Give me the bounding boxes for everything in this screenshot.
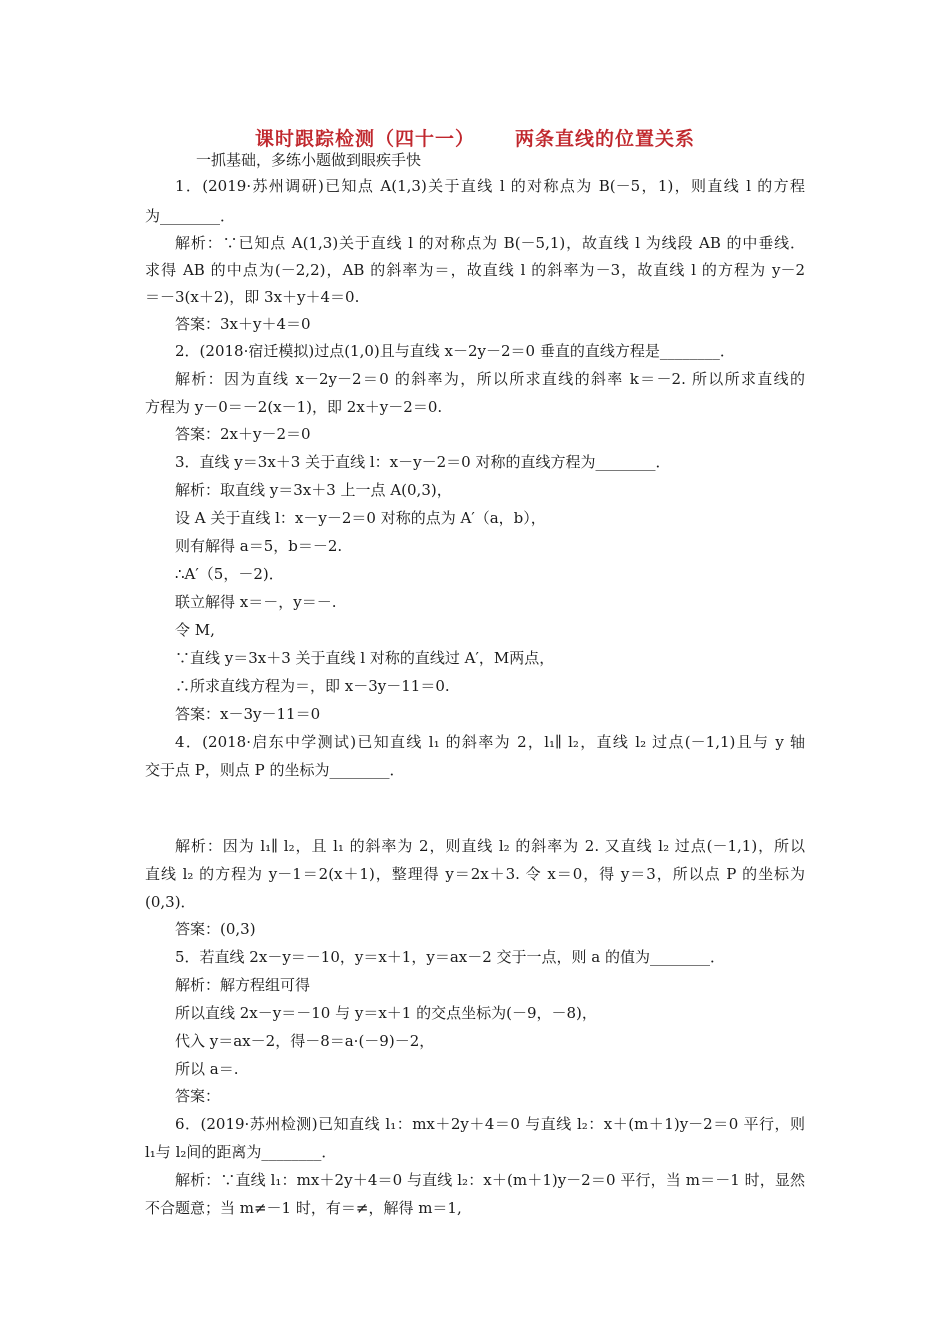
- text-line: 解析：因为 l₁∥ l₂，且 l₁ 的斜率为 2，则直线 l₂ 的斜率为 2. 又直线 l₂ 过点(－1,1)，所以: [175, 837, 805, 855]
- text-line: 求得 AB 的中点为(－2,2)，AB 的斜率为＝，故直线 l 的斜率为－3，故直线 l 的方程为 y－2: [145, 261, 805, 279]
- text-line: 方程为 y－0＝－2(x－1)，即 2x＋y－2＝0.: [145, 398, 443, 416]
- text-line: 6．(2019·苏州检测)已知直线 l₁：mx＋2y＋4＝0 与直线 l₂：x＋(m＋1)y－2＝0 平行，则: [175, 1115, 805, 1133]
- text-line: 令 M,: [175, 621, 215, 639]
- text-line: ∴A′（5，－2)．: [175, 565, 284, 583]
- text-line: ∵直线 y＝3x＋3 关于直线 l 对称的直线过 A′，M两点，: [175, 649, 555, 667]
- text-line: ∴所求直线方程为＝，即 x－3y－11＝0.: [175, 677, 450, 695]
- text-line: 2．(2018·宿迁模拟)过点(1,0)且与直线 x－2y－2＝0 垂直的直线方程是________．: [175, 342, 735, 360]
- text-line: 代入 y＝ax－2，得－8＝a·(－9)－2，: [175, 1032, 435, 1050]
- text-line: 不合题意；当 m≠－1 时，有＝≠，解得 m＝1,: [145, 1199, 462, 1217]
- answer-line: 答案：(0,3): [175, 920, 256, 938]
- text-line: 1．(2019·苏州调研)已知点 A(1,3)关于直线 l 的对称点为 B(－5，1)，则直线 l 的方程: [175, 177, 805, 195]
- answer-line: 答案：2x＋y－2＝0: [175, 425, 311, 443]
- text-line: 解析：因为直线 x－2y－2＝0 的斜率为，所以所求直线的斜率 k＝－2. 所以所求直线的: [175, 370, 805, 388]
- answer-line: 答案：: [175, 1087, 221, 1105]
- text-line: 3．直线 y＝3x＋3 关于直线 l：x－y－2＝0 对称的直线方程为________．: [175, 453, 671, 471]
- text-line: l₁与 l₂间的距离为________．: [145, 1143, 337, 1161]
- text-line: (0,3)．: [145, 893, 196, 911]
- text-line: 解析：∵已知点 A(1,3)关于直线 l 的对称点为 B(－5,1)，故直线 l 为线段 AB 的中垂线．: [175, 234, 805, 252]
- page-title: [0, 124, 950, 151]
- text-line: 交于点 P，则点 P 的坐标为________．: [145, 761, 405, 779]
- text-line: 所以 a＝.: [175, 1060, 239, 1078]
- title-topic: 两条直线的位置关系: [515, 128, 696, 150]
- answer-line: 答案：x－3y－11＝0: [175, 705, 321, 723]
- text-line: 解析：解方程组可得: [175, 976, 311, 994]
- text-line: 4．(2018·启东中学测试)已知直线 l₁ 的斜率为 2，l₁∥ l₂，直线 l₂ 过点(－1,1)且与 y 轴: [175, 733, 805, 751]
- text-line: ＝－3(x＋2)，即 3x＋y＋4＝0.: [145, 288, 360, 306]
- title-main: 课时跟踪检测（四十一）: [254, 128, 475, 150]
- section-subtitle: 一抓基础，多练小题做到眼疾手快: [196, 151, 422, 169]
- text-line: 联立解得 x＝－，y＝－.: [175, 593, 337, 611]
- text-line: 直线 l₂ 的方程为 y－1＝2(x＋1)，整理得 y＝2x＋3. 令 x＝0，得 y＝3，所以点 P 的坐标为: [145, 865, 805, 883]
- text-line: 则有解得 a＝5，b＝－2.: [175, 537, 343, 555]
- text-line: 设 A 关于直线 l：x－y－2＝0 对称的点为 A′（a，b），: [175, 509, 546, 527]
- answer-line: 答案：3x＋y＋4＝0: [175, 315, 311, 333]
- text-line: 为________．: [145, 207, 236, 225]
- text-line: 解析：∵直线 l₁：mx＋2y＋4＝0 与直线 l₂：x＋(m＋1)y－2＝0 平行，当 m＝－1 时，显然: [175, 1171, 805, 1189]
- text-line: 5．若直线 2x－y＝－10，y＝x＋1，y＝ax－2 交于一点，则 a 的值为________．: [175, 948, 726, 966]
- text-line: 所以直线 2x－y＝－10 与 y＝x＋1 的交点坐标为(－9，－8)，: [175, 1004, 597, 1022]
- text-line: 解析：取直线 y＝3x＋3 上一点 A(0,3)，: [175, 481, 452, 499]
